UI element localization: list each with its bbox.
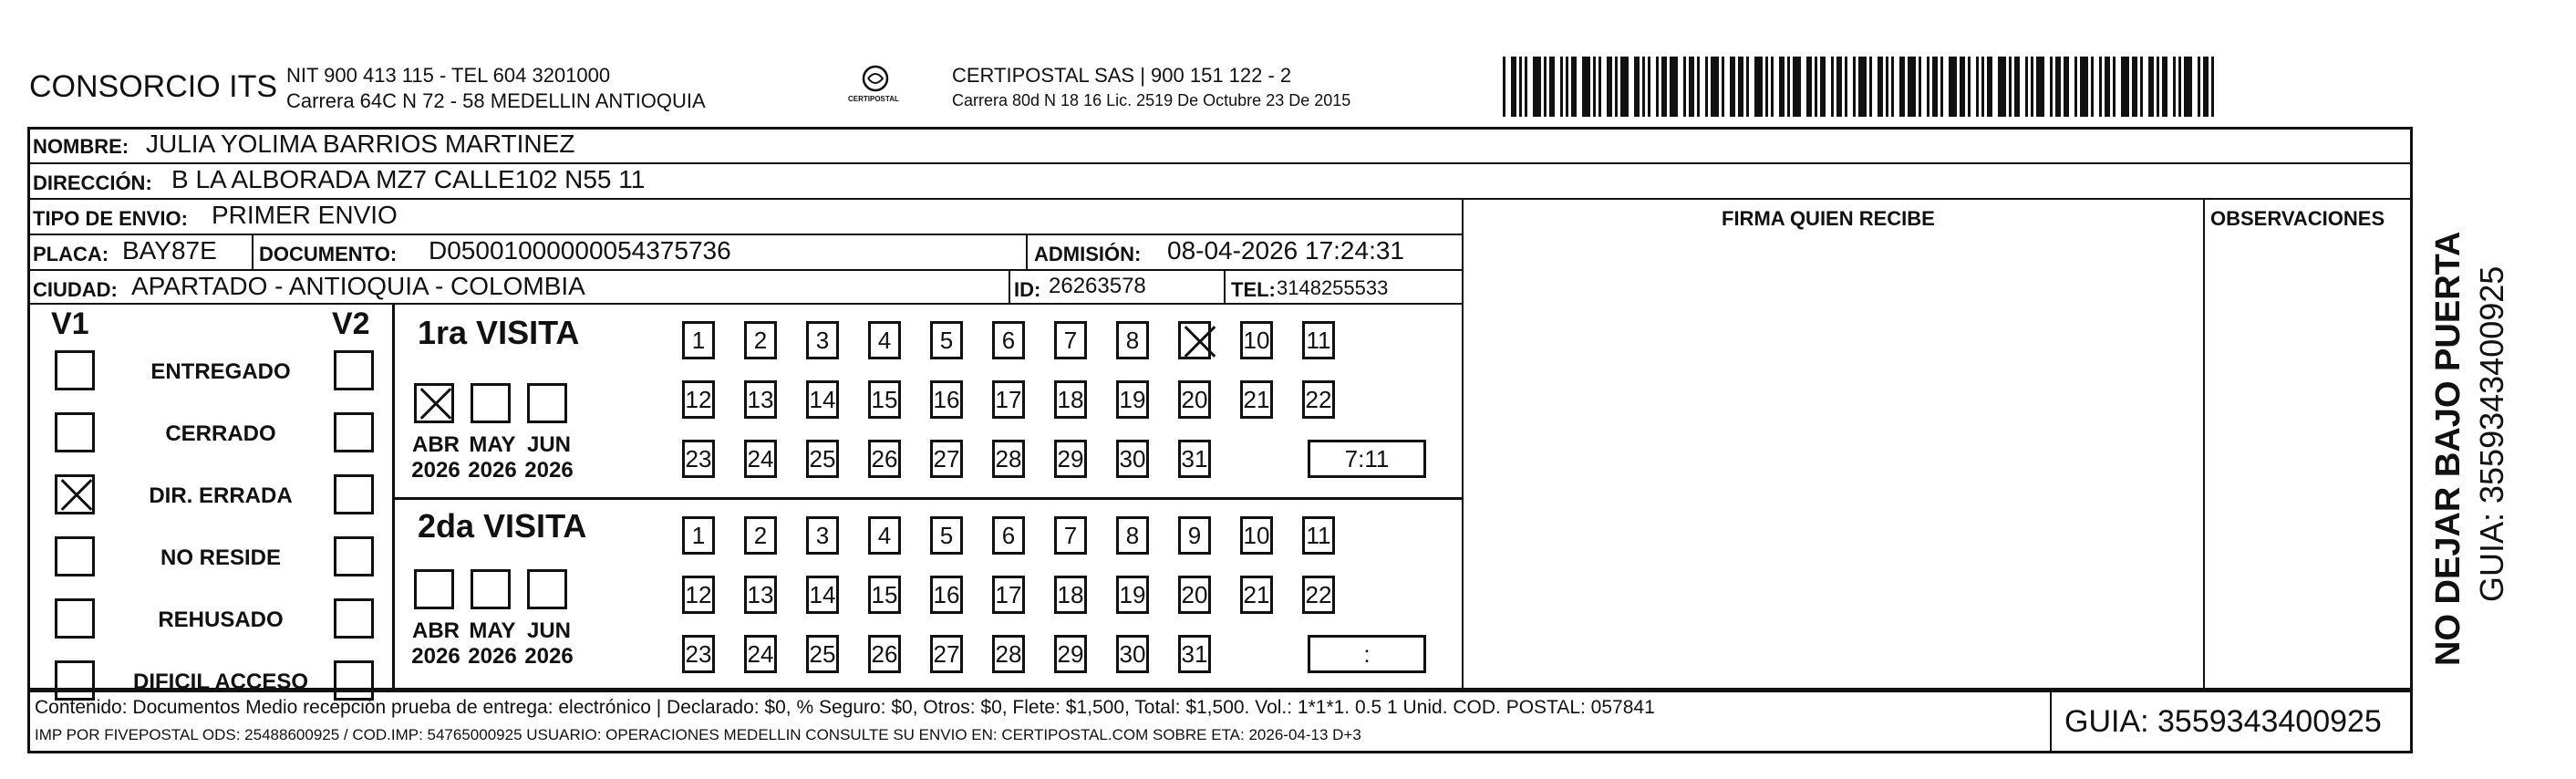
visita2-day-box[interactable]: 30 <box>1116 635 1149 673</box>
visita1-time-box[interactable]: 7:11 <box>1308 440 1426 478</box>
company-line2: Carrera 64C N 72 - 58 MEDELLIN ANTIOQUIA <box>286 89 706 112</box>
visita1-month-checkbox[interactable] <box>414 383 454 423</box>
footer-guia: GUIA: 3559343400925 <box>2064 704 2382 739</box>
visita2-day-box[interactable]: 23 <box>682 635 715 673</box>
ciudad-label: CIUDAD: <box>33 278 118 301</box>
visita2-day-box[interactable]: 19 <box>1116 576 1149 614</box>
visita1-day-box[interactable]: 21 <box>1240 380 1273 419</box>
direccion-value: B LA ALBORADA MZ7 CALLE102 N55 11 <box>171 165 646 193</box>
visita2-day-box[interactable]: 21 <box>1240 576 1273 614</box>
visita1-day-box[interactable]: 13 <box>744 380 777 419</box>
visita2-day-box[interactable]: 17 <box>992 576 1025 614</box>
visita1-day-box[interactable]: 24 <box>744 440 777 478</box>
status-v2-checkbox[interactable] <box>334 660 374 701</box>
visita1-month-year: 2026 <box>411 458 460 483</box>
visita2-day-box[interactable]: 13 <box>744 576 777 614</box>
footer-line1: Contenido: Documentos Medio recepción prueba de entrega: electrónico | Declarado: $0, % Seguro: $0, Otros: $0, Flete: $1,500, Total: $1,500. Vol.: 1*1*1. 0.5 1 Unid. COD. POSTAL: 057841 <box>35 697 1655 718</box>
visita1-month-year: 2026 <box>524 458 574 483</box>
status-v1-checkbox[interactable] <box>55 474 95 514</box>
status-label: REHUSADO <box>158 608 284 632</box>
visita2-day-box[interactable]: 10 <box>1240 516 1273 555</box>
ciudad-value: APARTADO - ANTIOQUIA - COLOMBIA <box>131 272 585 300</box>
footer-line2: IMP POR FIVEPOSTAL ODS: 25488600925 / COD.IMP: 54765000925 USUARIO: OPERACIONES MEDELLIN CONSULTE SU ENVIO EN: CERTIPOSTAL.COM SOBRE ETA: 2026-04-13 D+3 <box>35 726 1361 743</box>
visita2-day-box[interactable]: 27 <box>930 635 963 673</box>
firma-label: FIRMA QUIEN RECIBE <box>1722 207 1935 230</box>
visita2-month-label: ABR <box>412 618 460 643</box>
visita2-time-box[interactable]: : <box>1308 635 1426 673</box>
visita1-month-checkbox[interactable] <box>471 383 511 423</box>
status-v2-checkbox[interactable] <box>334 536 374 576</box>
admision-label: ADMISIÓN: <box>1034 243 1142 265</box>
placa-value: BAY87E <box>122 236 217 265</box>
status-v1-checkbox[interactable] <box>55 536 95 576</box>
status-v1-checkbox[interactable] <box>55 598 95 639</box>
visita2-day-box[interactable]: 26 <box>868 635 901 673</box>
visita2-day-box[interactable]: 18 <box>1054 576 1087 614</box>
visita2-day-box[interactable]: 24 <box>744 635 777 673</box>
visita1-month-label: MAY <box>469 432 516 457</box>
visita2-day-box[interactable]: 1 <box>682 516 715 555</box>
certipostal-line2: Carrera 80d N 18 16 Lic. 2519 De Octubre 23 De 2015 <box>952 91 1351 109</box>
visita1-month-label: ABR <box>412 432 460 457</box>
visita1-month-checkbox[interactable] <box>527 383 567 423</box>
visita1-day-box[interactable]: 23 <box>682 440 715 478</box>
visita1-day-box[interactable]: 17 <box>992 380 1025 419</box>
nombre-label: NOMBRE: <box>33 135 129 158</box>
status-v2-checkbox[interactable] <box>334 474 374 514</box>
visita2-month-year: 2026 <box>468 644 517 669</box>
visita2-title: 2da VISITA <box>418 507 587 545</box>
visita2-day-box[interactable]: 29 <box>1054 635 1087 673</box>
visita1-day-box[interactable]: 2 <box>744 321 777 359</box>
certipostal-line1: CERTIPOSTAL SAS | 900 151 122 - 2 <box>952 64 1292 87</box>
status-v1-checkbox[interactable] <box>55 412 95 452</box>
visita1-day-box[interactable]: 8 <box>1116 321 1149 359</box>
certipostal-logo <box>848 62 903 111</box>
visita2-day-box[interactable]: 5 <box>930 516 963 555</box>
visita1-day-box[interactable]: 28 <box>992 440 1025 478</box>
company-name: CONSORCIO ITS <box>29 69 278 104</box>
admision-value: 08-04-2026 17:24:31 <box>1167 236 1404 265</box>
visita1-day-box[interactable]: 7 <box>1054 321 1087 359</box>
visita1-day-box[interactable] <box>1178 321 1211 359</box>
visita2-month-checkbox[interactable] <box>527 569 567 609</box>
status-v2-checkbox[interactable] <box>334 412 374 452</box>
visita2-month-label: JUN <box>526 618 571 643</box>
visita2-day-box[interactable]: 14 <box>806 576 839 614</box>
visita1-day-box[interactable]: 19 <box>1116 380 1149 419</box>
visita2-month-checkbox[interactable] <box>414 569 454 609</box>
status-label: CERRADO <box>165 421 276 446</box>
visita1-day-box[interactable]: 5 <box>930 321 963 359</box>
visita1-day-box[interactable]: 22 <box>1302 380 1335 419</box>
visita2-day-box[interactable]: 6 <box>992 516 1025 555</box>
visita1-day-box[interactable]: 12 <box>682 380 715 419</box>
visita1-day-box[interactable]: 29 <box>1054 440 1087 478</box>
visita1-day-box[interactable]: 10 <box>1240 321 1273 359</box>
visita2-day-box[interactable]: 9 <box>1178 516 1211 555</box>
visita2-day-box[interactable]: 20 <box>1178 576 1211 614</box>
visita1-day-box[interactable]: 4 <box>868 321 901 359</box>
nombre-value: JULIA YOLIMA BARRIOS MARTINEZ <box>146 130 575 158</box>
visita1-day-box[interactable]: 6 <box>992 321 1025 359</box>
tipo-label: TIPO DE ENVIO: <box>33 207 188 230</box>
visita2-day-box[interactable]: 22 <box>1302 576 1335 614</box>
status-v2-checkbox[interactable] <box>334 598 374 639</box>
visita2-day-box[interactable]: 8 <box>1116 516 1149 555</box>
side-no-dejar: NO DEJAR BAJO PUERTA <box>2429 231 2467 666</box>
visita2-month-year: 2026 <box>524 644 574 669</box>
tipo-value: PRIMER ENVIO <box>212 201 398 229</box>
status-v1-checkbox[interactable] <box>55 660 95 701</box>
visita1-day-box[interactable]: 25 <box>806 440 839 478</box>
visita1-day-box[interactable]: 26 <box>868 440 901 478</box>
visita2-month-year: 2026 <box>411 644 460 669</box>
visita2-day-box[interactable]: 12 <box>682 576 715 614</box>
visita2-month-checkbox[interactable] <box>471 569 511 609</box>
visita1-day-box[interactable]: 30 <box>1116 440 1149 478</box>
visita1-day-box[interactable]: 27 <box>930 440 963 478</box>
tel-value: 3148255533 <box>1277 276 1389 299</box>
v1-label: V1 <box>51 306 89 341</box>
visita1-day-box[interactable]: 16 <box>930 380 963 419</box>
visita2-month-label: MAY <box>469 618 516 643</box>
visita2-day-box[interactable]: 16 <box>930 576 963 614</box>
visita2-day-box[interactable]: 28 <box>992 635 1025 673</box>
footer-border <box>27 688 2413 753</box>
status-label: DIFICIL ACCESO <box>132 670 308 694</box>
barcode <box>1503 57 2228 117</box>
visita1-day-box[interactable]: 15 <box>868 380 901 419</box>
status-v1-checkbox[interactable] <box>55 350 95 390</box>
visita1-day-box[interactable]: 11 <box>1302 321 1335 359</box>
visita2-day-box[interactable]: 3 <box>806 516 839 555</box>
status-label: NO RESIDE <box>160 545 282 570</box>
visita1-day-box[interactable]: 31 <box>1178 440 1211 478</box>
certipostal-logo-icon <box>848 62 903 111</box>
company-line1: NIT 900 413 115 - TEL 604 3201000 <box>286 64 611 87</box>
visita1-day-box[interactable]: 14 <box>806 380 839 419</box>
visita1-month-year: 2026 <box>468 458 517 483</box>
side-guia: GUIA: 3559343400925 <box>2473 265 2510 602</box>
documento-value: D05001000000054375736 <box>429 236 731 265</box>
visita1-day-box[interactable]: 3 <box>806 321 839 359</box>
visita2-day-box[interactable]: 2 <box>744 516 777 555</box>
visita2-day-box[interactable]: 4 <box>868 516 901 555</box>
status-label: ENTREGADO <box>150 359 291 384</box>
status-label: DIR. ERRADA <box>149 483 293 508</box>
visita2-day-box[interactable]: 11 <box>1302 516 1335 555</box>
visita2-day-box[interactable]: 7 <box>1054 516 1087 555</box>
placa-label: PLACA: <box>33 243 109 265</box>
visita2-day-box[interactable]: 15 <box>868 576 901 614</box>
logo-text: CERTIPOSTAL <box>848 95 899 103</box>
visita1-day-box[interactable]: 18 <box>1054 380 1087 419</box>
v2-label: V2 <box>332 306 370 341</box>
visita1-month-label: JUN <box>526 432 571 457</box>
visita2-day-box[interactable]: 25 <box>806 635 839 673</box>
status-v2-checkbox[interactable] <box>334 350 374 390</box>
observaciones-label: OBSERVACIONES <box>2210 207 2385 230</box>
documento-label: DOCUMENTO: <box>259 243 398 265</box>
id-value: 26263578 <box>1049 274 1146 298</box>
visita1-day-box[interactable]: 1 <box>682 321 715 359</box>
id-label: ID: <box>1014 278 1041 301</box>
visita1-day-box[interactable]: 20 <box>1178 380 1211 419</box>
visita1-title: 1ra VISITA <box>418 314 580 351</box>
tel-label: TEL: <box>1231 278 1276 301</box>
direccion-label: DIRECCIÓN: <box>33 171 152 194</box>
visita2-day-box[interactable]: 31 <box>1178 635 1211 673</box>
